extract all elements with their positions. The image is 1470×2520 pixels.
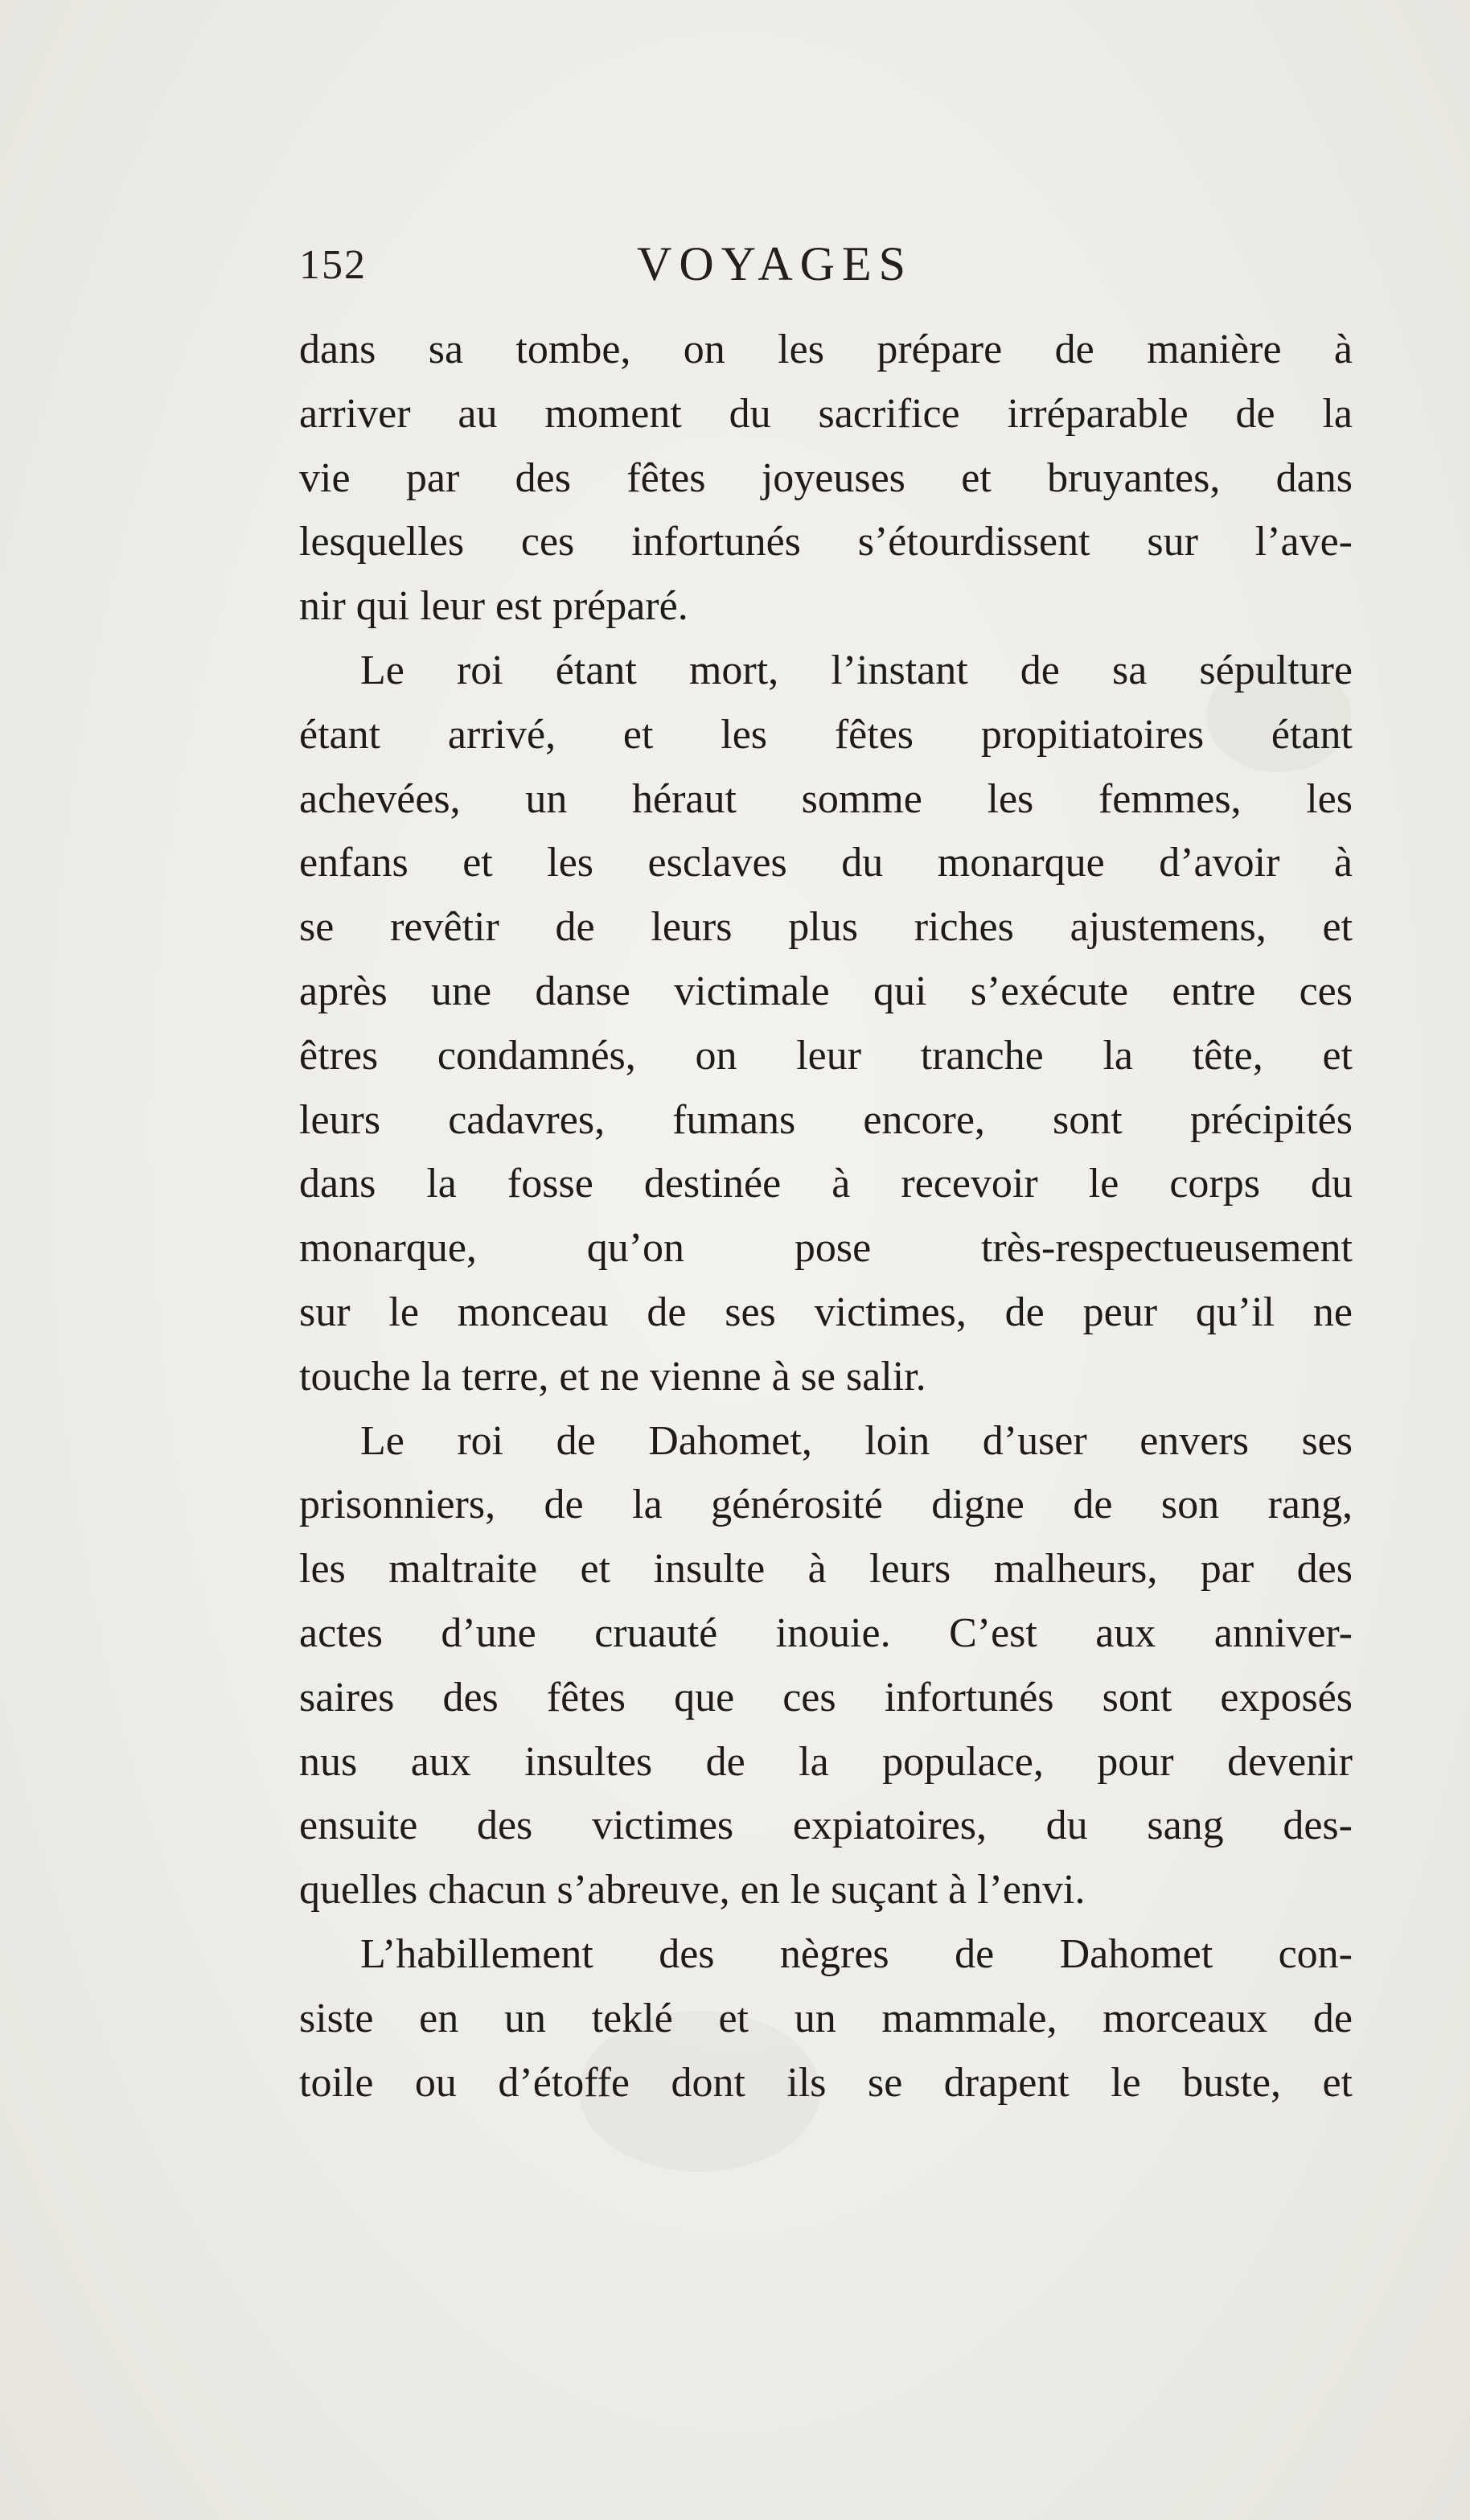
text-line: nus aux insultes de la populace, pour devenir (299, 1738, 1353, 1785)
text-line: monarque, qu’on pose très-respectueusement (299, 1225, 1353, 1272)
text-line: touche la terre, et ne vienne à se salir. (299, 1353, 926, 1400)
text-line: étant arrivé, et les fêtes propitiatoires étant (299, 711, 1353, 758)
text-line: arriver au moment du sacrifice irréparable de la (299, 390, 1353, 437)
text-line: vie par des fêtes joyeuses et bruyantes, dans (299, 454, 1353, 501)
text-line: actes d’une cruauté inouie. C’est aux anniver- (299, 1609, 1353, 1656)
text-line: siste en un teklé et un mammale, morceaux de (299, 1995, 1353, 2041)
body-text (299, 318, 1353, 2115)
text-line: ensuite des victimes expiatoires, du sang des- (299, 1803, 1353, 1849)
text-line: quelles chacun s’abreuve, en le suçant à l’envi. (299, 1867, 1086, 1914)
text-line: enfans et les esclaves du monarque d’avoir à (299, 840, 1353, 886)
text-line: Le roi de Dahomet, loin d’user envers ses (360, 1417, 1353, 1464)
text-line: êtres condamnés, on leur tranche la tête, et (299, 1032, 1353, 1079)
text-line: saires des fêtes que ces infortunés sont exposés (299, 1674, 1353, 1720)
text-line: achevées, un héraut somme les femmes, les (299, 775, 1353, 822)
text-line: Le roi étant mort, l’instant de sa sépulture (360, 647, 1353, 693)
text-line: nir qui leur est préparé. (299, 583, 688, 630)
page-number: 152 (299, 242, 367, 288)
page-header (299, 237, 1361, 306)
running-head: VOYAGES (637, 237, 914, 290)
text-line: L’habillement des nègres de Dahomet con- (360, 1930, 1353, 1977)
text-line: se revêtir de leurs plus riches ajustemens, et (299, 904, 1353, 951)
text-line: lesquelles ces infortunés s’étourdissent sur l’ave- (299, 519, 1353, 565)
text-line: sur le monceau de ses victimes, de peur qu’il ne (299, 1289, 1353, 1335)
text-line: leurs cadavres, fumans encore, sont précipités (299, 1096, 1353, 1143)
text-line: après une danse victimale qui s’exécute entre ces (299, 968, 1353, 1014)
text-line: les maltraite et insulte à leurs malheurs, par des (299, 1546, 1353, 1593)
text-line: dans la fosse destinée à recevoir le corps du (299, 1161, 1353, 1207)
text-line: prisonniers, de la générosité digne de son rang, (299, 1482, 1353, 1528)
text-line: dans sa tombe, on les prépare de manière à (299, 327, 1353, 372)
text-line: toile ou d’étoffe dont ils se drapent le buste, et (299, 2059, 1353, 2106)
